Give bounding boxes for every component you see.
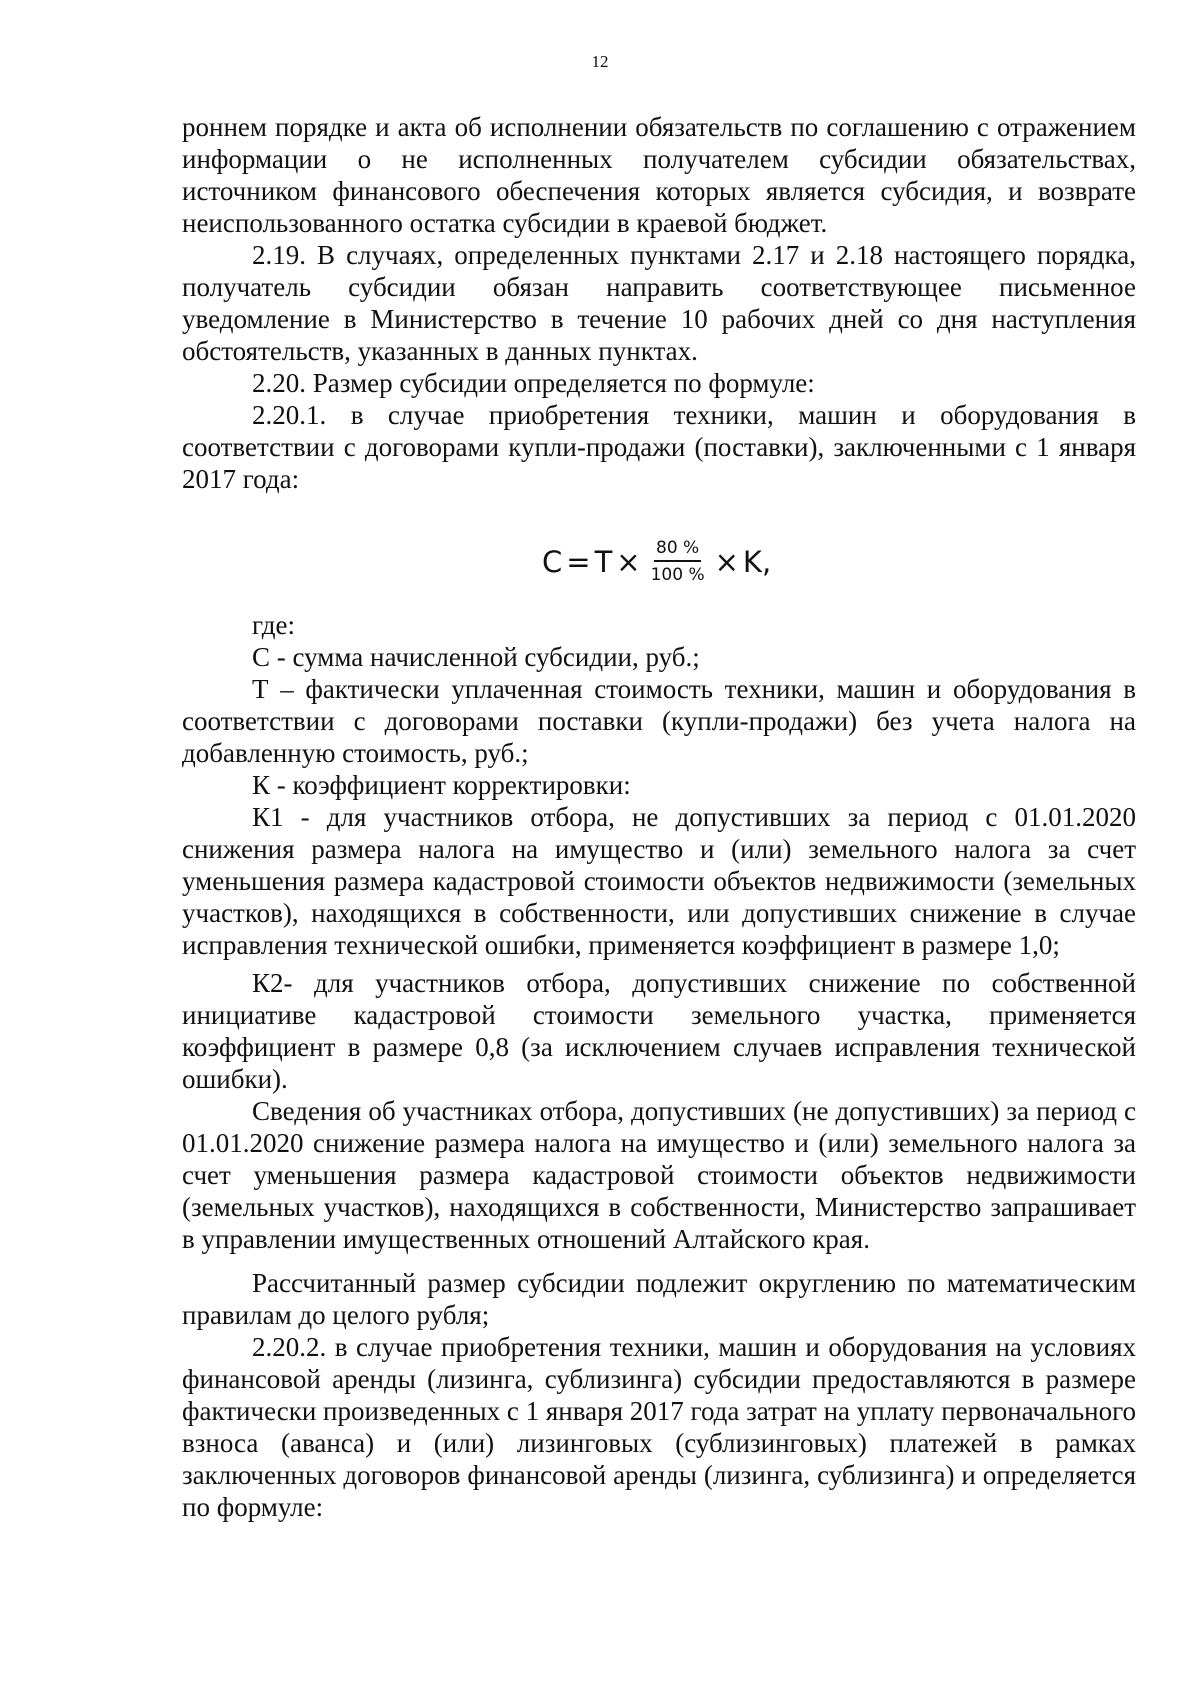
fraction-numerator: 80 % <box>654 537 701 562</box>
formula-fraction <box>651 537 705 586</box>
paragraph-2-20-2: 2.20.2. в случае приобретения техники, машин и оборудования на условиях финансовой аренды (лизинга, сублизинга) субсидии предоставляются в размере фактически произведенных с 1 января 2017 года затрат на уплату первоначального взноса (аванса) и (или) лизинговых (сублизинговых) платежей в рамках заключенных договоров финансовой аренды (лизинга, сублизинга) и определяется по формуле: <box>182 1332 1136 1522</box>
formula-times: × <box>714 544 739 579</box>
paragraph-c-definition: С - сумма начисленной субсидии, руб.; <box>252 642 700 672</box>
page-number: 12 <box>591 52 609 71</box>
paragraph-k-definition: К - коэффициент корректировки: <box>252 770 631 800</box>
fraction-denominator: 100 % <box>650 565 705 585</box>
paragraph-where: где: <box>252 610 295 640</box>
paragraph-2-19: 2.19. В случаях, определенных пунктами 2.17 и 2.18 настоящего порядка, получатель субсидии обязан направить соответствующее письменное уведомление в Министерство в течение 10 рабочих дней со дня наступления обстоятельств, указанных в данных пунктах. <box>182 240 1136 366</box>
formula-t: T <box>594 544 613 579</box>
paragraph-participants-info: Сведения об участниках отбора, допустивших (не допустивших) за период с 01.01.2020 снижение размера налога на имущество и (или) земельного налога за счет уменьшения размера кадастровой стоимости объектов недвижимости (земельных участков), находящихся в собственности, Министерство запрашивает в управлении имущественных отношений Алтайского края. <box>182 1096 1136 1254</box>
formula-expression <box>542 537 771 586</box>
paragraph-t-definition: Т – фактически уплаченная стоимость техники, машин и оборудования в соответствии с договорами поставки (купли-продажи) без учета налога на добавленную стоимость, руб.; <box>182 674 1136 768</box>
formula-equals: = <box>566 544 591 579</box>
document-body <box>182 111 1136 1523</box>
paragraph-rounding: Рассчитанный размер субсидии подлежит округлению по математическим правилам до целого рубля; <box>182 1268 1136 1330</box>
paragraph-k1-definition: К1 - для участников отбора, не допустивших за период с 01.01.2020 снижения размера налога на имущество и (или) земельного налога за счет уменьшения размера кадастровой стоимости объектов недвижимости (земельных участков), находящихся в собственности, или допустивших снижение в случае исправления технической ошибки, применяется коэффициент в размере 1,0; <box>182 802 1136 960</box>
paragraph-2-20-1: 2.20.1. в случае приобретения техники, машин и оборудования в соответствии с договорами купли-продажи (поставки), заключенными с 1 января 2017 года: <box>182 400 1136 494</box>
paragraph: роннем порядке и акта об исполнении обязательств по соглашению с отражением информации о не исполненных получателем субсидии обязательствах, источником финансового обеспечения которых является субсидия, и возврате неиспользованного остатка субсидии в краевой бюджет. <box>182 112 1136 238</box>
paragraphs-before-formula <box>182 111 1136 495</box>
subsidy-formula <box>182 509 1136 609</box>
paragraph-k2-definition: К2- для участников отбора, допустивших снижение по собственной инициативе кадастровой стоимости земельного участка, применяется коэффициент в размере 0,8 (за исключением случаев исправления технической ошибки). <box>182 968 1136 1094</box>
formula-k: K, <box>742 544 772 579</box>
formula-c: C <box>542 544 563 579</box>
paragraphs-after-formula <box>182 609 1136 1523</box>
formula-times: × <box>616 544 641 579</box>
paragraph-2-20: 2.20. Размер субсидии определяется по формуле: <box>252 368 815 398</box>
